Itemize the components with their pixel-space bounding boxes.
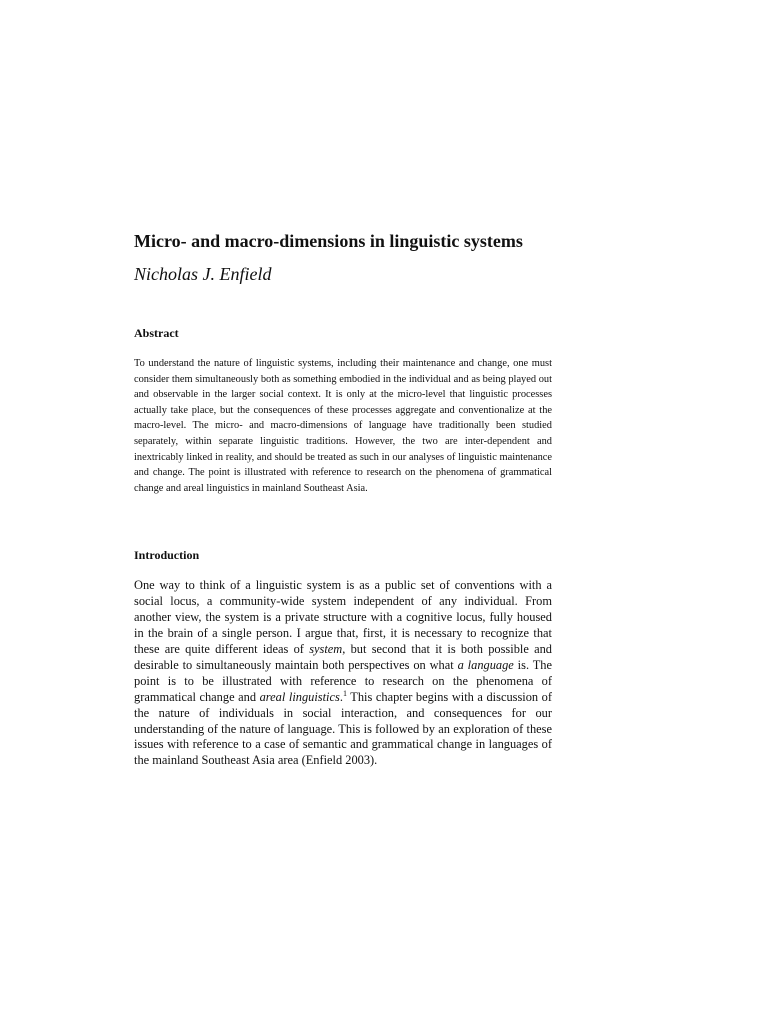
introduction-paragraph: [134, 578, 552, 769]
intro-text-part-3: is. The point is to be illustrated with reference to research on the phenomena of grammatical change and: [134, 657, 552, 704]
chapter-content: [134, 226, 552, 769]
intro-text-part-2: , but second that it is both possible and desirable to simultaneously maintain both perspectives on what: [134, 641, 552, 672]
intro-text-part-1: One way to think of a linguistic system is as a public set of conventions with a social locus, a community-wide system independent of any individual. From another view, the system is a private structure with a cognitive locus, fully housed in the brain of a single person. I argue that, first, it is necessary to recognize that these are quite different ideas of: [134, 578, 552, 656]
introduction-heading: Introduction: [134, 548, 200, 563]
footnote-marker[interactable]: 1: [342, 688, 347, 698]
intro-emphasis-areal-linguistics: areal linguistics: [259, 689, 340, 704]
chapter-title: Micro- and macro-dimensions in linguistic systems: [134, 231, 523, 251]
intro-emphasis-system: system: [309, 641, 343, 656]
author-name: Nicholas J. Enfield: [134, 264, 272, 284]
abstract-heading: Abstract: [134, 326, 179, 340]
intro-emphasis-a-language: a language: [457, 657, 514, 672]
abstract-text: To understand the nature of linguistic systems, including their maintenance and change, one must consider them simultaneously both as something embodied in the individual and as being played out and observable in the larger social context. It is only at the micro-level that linguistic processes actually take place, but the consequences of these processes aggregate and conventionalize at the macro-level. The micro- and macro-dimensions of language have traditionally been studied separately, within separate linguistic traditions. However, the two are inter-dependent and inextricably linked in reality, and should be treated as such in our analyses of linguistic maintenance and change. The point is illustrated with reference to research on the phenomena of grammatical change and areal linguistics in mainland Southeast Asia.: [134, 358, 552, 494]
intro-text-part-4: .: [339, 689, 343, 704]
intro-text-part-5: This chapter begins with a discussion of the nature of individuals in social interaction, and consequences for our understanding of the nature of language. This is followed by an exploration of these issues with reference to a case of semantic and grammatical change in languages of the mainland Southeast Asia area (Enfield 2003).: [134, 689, 553, 768]
